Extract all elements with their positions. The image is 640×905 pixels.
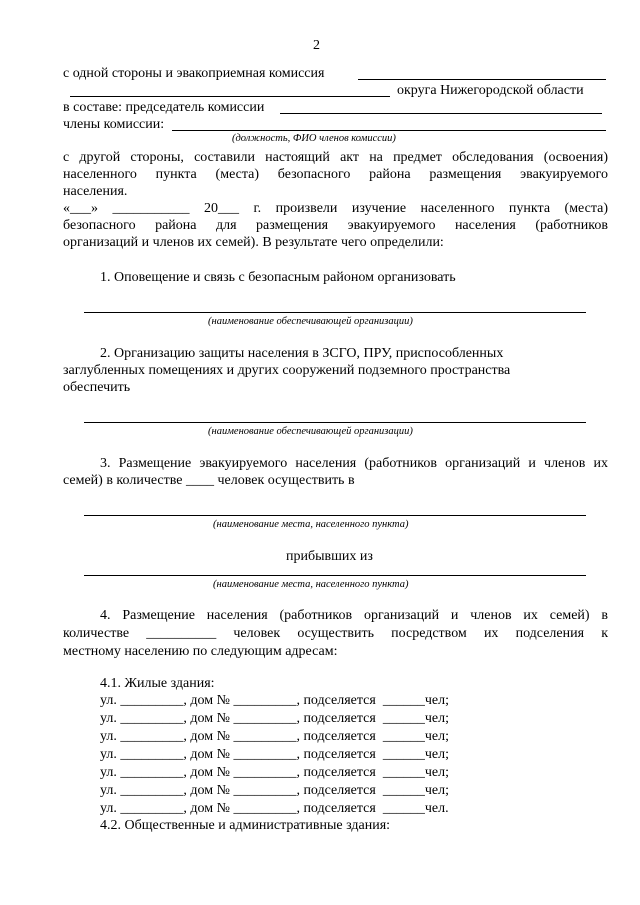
intro-line-1: с другой стороны, составили настоящий акт на предмет обследования (освоения) xyxy=(63,150,608,165)
intro-line-2: населенного пункта (места) безопасного района размещения эвакуируемого xyxy=(63,167,608,182)
intro-line-5: безопасного района для размещения эвакуируемого населения (работников xyxy=(63,218,608,233)
intro-line-6: организаций и членов их семей). В результате чего определили: xyxy=(63,235,444,250)
chairman-label: в составе: председатель комиссии xyxy=(63,100,265,115)
item-2-line-3: обеспечить xyxy=(63,380,131,395)
address-row: ул. _________, дом № _________, подселяется ______чел; xyxy=(100,711,449,726)
item-3-blank-1 xyxy=(84,515,586,516)
item-1-caption: (наименование обеспечивающей организации) xyxy=(208,316,413,327)
item-4-line-3: местному населению по следующим адресам: xyxy=(63,644,338,659)
item-3-line-2: семей) в количестве ____ человек осуществить в xyxy=(63,473,355,488)
item-4-line-1: 4. Размещение населения (работников организаций и членов их семей) в xyxy=(100,608,608,623)
item-3-line-1: 3. Размещение эвакуируемого населения (работников организаций и членов их xyxy=(100,456,608,471)
item-3-blank-2 xyxy=(84,575,586,576)
item-4-line-2: количестве __________ человек осуществить посредством их подселения к xyxy=(63,626,608,641)
address-row: ул. _________, дом № _________, подселяется ______чел; xyxy=(100,693,449,708)
address-row: ул. _________, дом № _________, подселяется ______чел; xyxy=(100,747,449,762)
header-commission-line: с одной стороны и эвакоприемная комиссия xyxy=(63,66,325,81)
members-caption: (должность, ФИО членов комиссии) xyxy=(232,133,396,144)
address-row: ул. _________, дом № _________, подселяется ______чел; xyxy=(100,729,449,744)
item-2-blank xyxy=(84,422,586,423)
item-3-arrived-label: прибывших из xyxy=(286,549,373,564)
members-blank xyxy=(172,130,606,131)
address-row: ул. _________, дом № _________, подселяется ______чел; xyxy=(100,783,449,798)
commission-name-blank xyxy=(358,79,606,80)
district-name-blank xyxy=(70,96,390,97)
address-row: ул. _________, дом № _________, подселяется ______чел. xyxy=(100,801,449,816)
item-1-blank xyxy=(84,312,586,313)
item-4-1-title: 4.1. Жилые здания: xyxy=(100,676,215,691)
item-2-line-2: заглубленных помещениях и других сооружений подземного пространства xyxy=(63,363,511,378)
item-3-caption-2: (наименование места, населенного пункта) xyxy=(213,579,409,590)
item-4-2-title: 4.2. Общественные и административные здания: xyxy=(100,818,391,833)
item-2-caption: (наименование обеспечивающей организации) xyxy=(208,426,413,437)
address-row: ул. _________, дом № _________, подселяется ______чел; xyxy=(100,765,449,780)
members-label: члены комиссии: xyxy=(63,117,165,132)
item-2-line-1: 2. Организацию защиты населения в ЗСГО, ПРУ, приспособленных xyxy=(100,346,504,361)
chairman-blank xyxy=(280,113,602,114)
region-label: округа Нижегородской области xyxy=(397,83,584,98)
intro-line-3: населения. xyxy=(63,184,128,199)
item-1-text: 1. Оповещение и связь с безопасным районом организовать xyxy=(100,270,456,285)
item-3-caption-1: (наименование места, населенного пункта) xyxy=(213,519,409,530)
intro-date-line: «___» ___________ 20___ г. произвели изучение населенного пункта (места) xyxy=(63,201,608,216)
page-number: 2 xyxy=(313,38,320,53)
